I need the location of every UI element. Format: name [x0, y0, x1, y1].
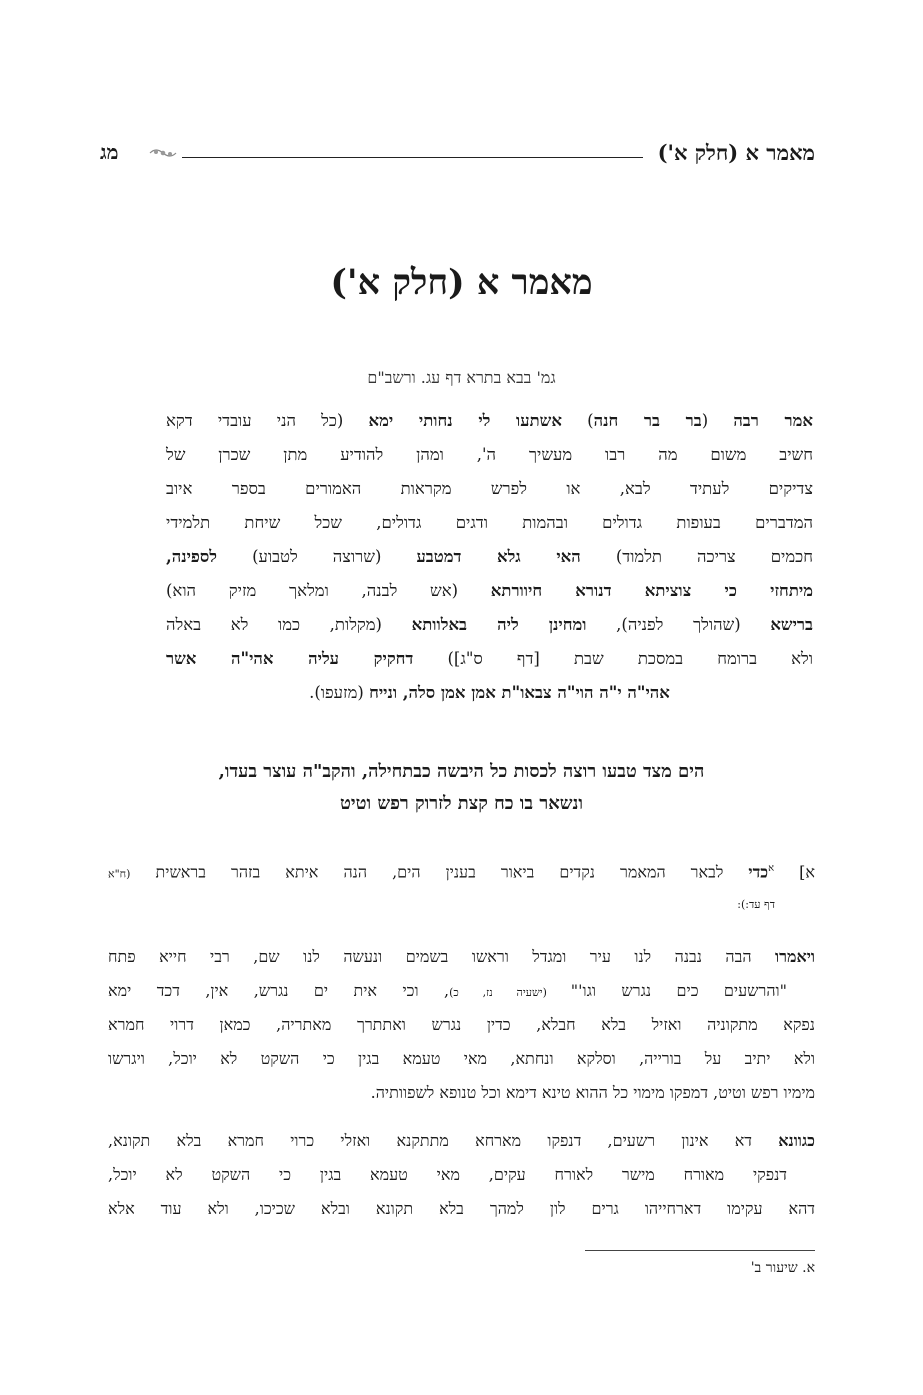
paragraph-marker: א] [799, 862, 815, 882]
footnote-rule [585, 1250, 815, 1251]
quote-line: ברישא (שהולך לפניה), ומחינן ליה באלוותא (מקלות, כמו לא באלה [166, 615, 813, 634]
citation: (ישעיה נז, כ) [449, 986, 571, 999]
source-reference: גמ' בבא בתרא דף עג. ורשב"ם [367, 368, 556, 387]
running-header-title: מאמר א (חלק א') [657, 140, 815, 165]
paragraph-line: נפקא מתקוניה ואזיל בלא חבלא, כדין נגרש ואתתרך מאתריה, כמאן דרוי חמרא [108, 1015, 815, 1034]
paragraph-line: דף עד:): [737, 898, 775, 911]
quote-line: המדברים בעופות גדולים ובהמות ודגים גדולים, שכל שיחת תלמידי [166, 513, 813, 532]
footnote-ref: א [768, 863, 775, 874]
quote-line: צדיקים לעתיד לבא, או לפרש מקראות האמורים בספר איוב [166, 479, 813, 498]
footnote: א. שיעור ב' [750, 1260, 815, 1276]
paragraph-line: "והרשעים כים נגרש וגו'" (ישעיה נז, כ), וכי אית ים נגרש, אין, דכד ימא [108, 981, 788, 1000]
section-heading-line: ונשאר בו כח קצת לזרוק רפש וטיט [340, 793, 583, 814]
paragraph-line: א] $^א$כדי לבאר המאמר נקדים ביאור בענין הים, הנה איתא בזהר בראשית (ח"א [108, 862, 815, 882]
paragraph-line: כגוונא דא אינון רשעים, דנפקו מארחא מתתקנא ואזלי כרוי חמרא בלא תקונא, [108, 1131, 815, 1150]
chapter-title: מאמר א (חלק א') [330, 262, 593, 303]
quote-line: ולא ברומח במסכת שבת [דף ס"ג]) דחקיק עליה אהי"ה אשר [166, 649, 813, 668]
gemara-quote [166, 404, 813, 710]
quote-line: אמר רבה (בר בר חנה) אשתעו לי נחותי ימא (כל הני עובדי דקא [166, 411, 814, 430]
paragraph-line: דהא עקימו דארחייהו גרים לון למהך בלא תקונא ובלא שכיכו, ולא עוד אלא [108, 1199, 815, 1218]
quote-line: חשיב משום מה רבו מעשיך ה', ומהן להודיע מתן שכרן של [166, 445, 813, 464]
leaf-ornament-icon [148, 146, 178, 160]
section-heading-line: הים מצד טבעו רוצה לכסות כל היבשה כבתחילה, והקב"ה עוצר בעדו, [218, 761, 705, 782]
paragraph-line: ולא יתיב על בורייה, וסלקא ונחתא, מאי טעמא בגין כי השקט לא יוכל, ויגרשו [108, 1049, 815, 1068]
quote-line: חכמים צריכה תלמוד) האי גלא דמטבע (שרוצה לטבוע) לספינה, [166, 547, 813, 566]
citation: (ח"א [108, 867, 131, 881]
quote-line: אהי"ה י"ה הוי"ה צבאו"ת אמן אמן סלה, ונייח (מזעפו). [309, 683, 670, 702]
paragraph-3 [108, 1124, 815, 1226]
paragraph-line: מימיו רפש וטיט, דמפקו מימוי כל ההוא טינא דימא וכל טנופא לשפוותיה. [370, 1083, 815, 1102]
running-header [100, 140, 815, 170]
quote-line: מיתחזי כי צוציתא דנורא חיוורתא (אש לבנה, ומלאך מזיק הוא) [166, 581, 813, 600]
section-heading [100, 756, 823, 820]
paragraph-1 [108, 852, 815, 920]
paragraph-line: ויאמרו הבה נבנה לנו עיר ומגדל וראשו בשמים ונעשה לנו שם, רבי חייא פתח [108, 947, 816, 966]
page-number: מג [100, 140, 119, 164]
paragraph-line: דנפקי מאורח מישר לאורח עקים, מאי טעמא בגין כי השקט לא יוכל, [108, 1165, 788, 1184]
header-rule [182, 157, 643, 158]
paragraph-2 [108, 940, 815, 1110]
